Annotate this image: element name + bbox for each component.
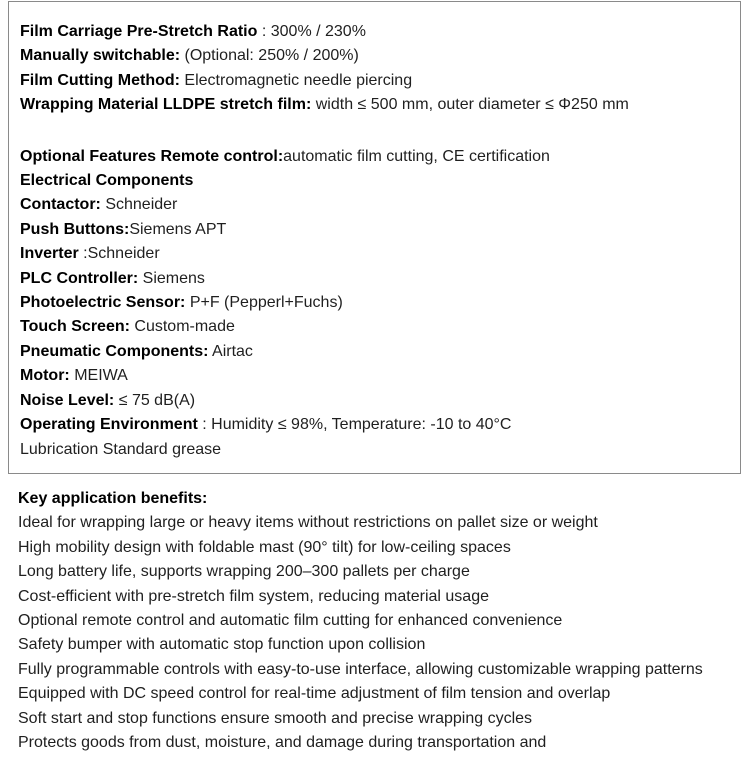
spec-value: :Schneider (78, 245, 160, 263)
spec-line (20, 413, 729, 437)
benefits-heading: Key application benefits: (18, 490, 208, 507)
spec-value: width ≤ 500 mm, outer diameter ≤ Φ250 mm (311, 96, 629, 114)
spec-label: Film Cutting Method: (20, 71, 180, 89)
spec-line (20, 69, 729, 93)
benefits-section (18, 487, 740, 755)
spec-line (20, 267, 729, 291)
specifications-box (8, 1, 741, 474)
spec-line (20, 438, 729, 462)
spec-line (20, 169, 729, 193)
benefit-line: High mobility design with foldable mast (90° tilt) for low-ceiling spaces (18, 538, 511, 556)
spec-line (20, 93, 729, 117)
spec-line (20, 44, 729, 68)
spec-line (20, 193, 729, 217)
benefit-line: Equipped with DC speed control for real-time adjustment of film tension and overlap (18, 685, 611, 703)
spec-value: ≤ 75 dB(A) (114, 391, 196, 409)
spec-label: Optional Features Remote control: (20, 147, 284, 165)
benefit-line: Safety bumper with automatic stop function upon collision (18, 636, 426, 654)
spec-label: Pneumatic Components: (20, 342, 209, 360)
spec-line (20, 242, 729, 266)
spec-value: automatic film cutting, CE certification (283, 147, 550, 165)
spec-value: (Optional: 250% / 200%) (180, 47, 359, 65)
benefit-line: Optional remote control and automatic film cutting for enhanced convenience (18, 612, 563, 630)
benefit-line: Ideal for wrapping large or heavy items without restrictions on pallet size or weight (18, 514, 598, 532)
spec-label: PLC Controller: (20, 269, 139, 287)
spec-label: Operating Environment (20, 416, 198, 434)
spec-line (20, 291, 729, 315)
spec-value: Lubrication Standard grease (20, 440, 222, 458)
spec-value: Siemens (138, 269, 205, 287)
spec-label: Inverter (20, 245, 79, 263)
spec-value: : Humidity ≤ 98%, Temperature: -10 to 40°C (197, 416, 512, 434)
spec-line (20, 145, 729, 169)
spec-value: Airtac (208, 342, 253, 360)
spec-label: Noise Level: (20, 391, 115, 409)
benefit-line: Protects goods from dust, moisture, and damage during transportation and (18, 734, 547, 752)
benefit-line: Cost-efficient with pre-stretch film system, reducing material usage (18, 587, 489, 605)
spec-value: Schneider (100, 196, 178, 214)
spec-label: Photoelectric Sensor: (20, 294, 186, 312)
spec-line (20, 364, 729, 388)
spec-label: Push Buttons: (20, 220, 130, 238)
spec-label: Touch Screen: (20, 318, 130, 336)
spec-label: Film Carriage Pre-Stretch Ratio (20, 23, 258, 40)
spec-label: Contactor: (20, 196, 101, 214)
spec-line (20, 218, 729, 242)
spec-label: Manually switchable: (20, 47, 181, 65)
benefit-line: Soft start and stop functions ensure smooth and precise wrapping cycles (18, 709, 533, 727)
spec-label: Motor: (20, 367, 70, 385)
spec-value: Electromagnetic needle piercing (179, 71, 413, 89)
spec-value: Custom-made (129, 318, 235, 336)
spec-line (20, 340, 729, 364)
spec-value: : 300% / 230% (257, 23, 366, 40)
benefit-line: Fully programmable controls with easy-to-use interface, allowing customizable wrapping patterns (18, 660, 703, 678)
spec-value: P+F (Pepperl+Fuchs) (185, 294, 343, 312)
spec-line (20, 389, 729, 413)
spec-line (20, 315, 729, 339)
benefit-line: Long battery life, supports wrapping 200–300 pallets per charge (18, 563, 470, 581)
spec-label: Wrapping Material LLDPE stretch film: (20, 96, 312, 114)
spec-label: Electrical Components (20, 172, 194, 190)
spec-value: Siemens APT (129, 220, 227, 238)
spec-value: MEIWA (69, 367, 128, 385)
spec-line (20, 20, 729, 44)
